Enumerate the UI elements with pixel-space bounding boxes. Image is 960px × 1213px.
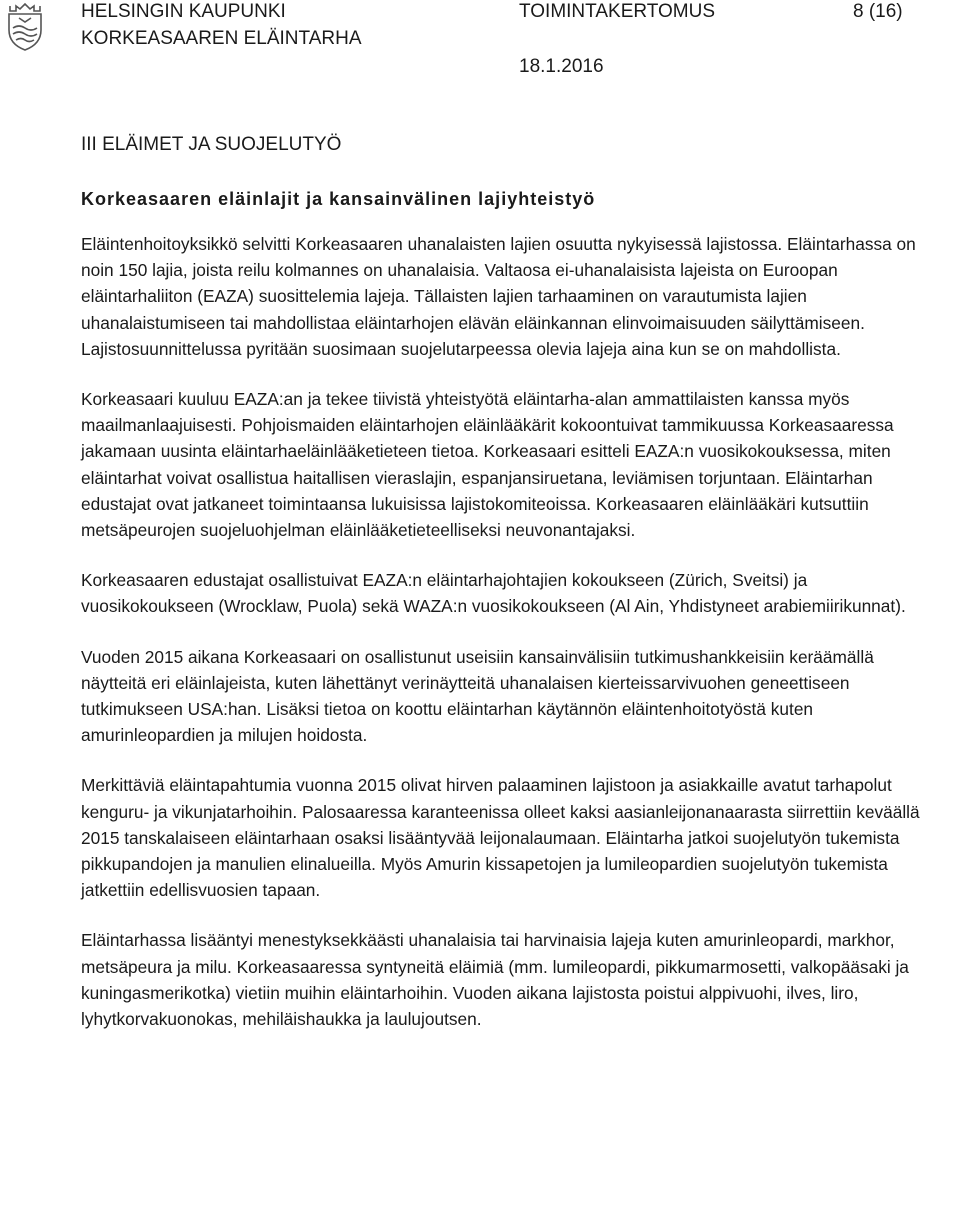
header-date: 18.1.2016 bbox=[519, 56, 604, 77]
paragraph: Korkeasaari kuuluu EAZA:an ja tekee tiivistä yhteistyötä eläintarha-alan ammattilaisten kanssa myös maailmanlaajuisesti. Pohjoismaiden eläintarhojen eläinlääkärit kokoontuivat tammikuussa Korkeasaaressa jakamaan uusinta eläintarhaeläinlääketieteen tietoa. Korkeasaari esitteli EAZA:n vuosikokouksessa, miten eläintarhat voivat osallistua haitallisen vieraslajin, espanjansiruetana, leviämisen torjuntaan. Eläintarhan edustajat ovat jatkaneet toimintaansa lukuisissa lajistokomiteoissa. Korkeasaaren eläinlääkäri kutsuttiin metsäpeurojen suojeluohjelman eläinlääketieteelliseksi neuvonantajaksi. bbox=[81, 389, 894, 541]
paragraph: Eläintenhoitoyksikkö selvitti Korkeasaaren uhanalaisten lajien osuutta nykyisessä lajistossa. Eläintarhassa on noin 150 lajia, joista reilu kolmannes on uhanalaisia. Valtaosa ei-uhanalaisista lajeista on Euroopan eläintarhaliiton (EAZA) suosittelemia lajeja. Tällaisten lajien tarhaaminen on varautumista lajien uhanalaistumiseen tai mahdollistaa eläintarhojen elävän eläinkannan elinvoimaisuuden säilyttämiseen. Lajistosuunnittelussa pyritään suosimaan suojelutarpeessa olevia lajeja aina kun se on mahdollista. bbox=[81, 234, 916, 359]
paragraph: Korkeasaaren edustajat osallistuivat EAZA:n eläintarhajohtajien kokoukseen (Zürich, Sveitsi) ja vuosikokoukseen (Wrocklaw, Puola) sekä WAZA:n vuosikokoukseen (Al Ain, Yhdistyneet arabiemiirikunnat). bbox=[81, 570, 906, 617]
header-department: KORKEASAAREN ELÄINTARHA bbox=[81, 28, 362, 49]
header-page-number: 8 (16) bbox=[853, 1, 903, 22]
header-organization: HELSINGIN KAUPUNKI bbox=[81, 1, 286, 22]
section-title: III ELÄIMET JA SUOJELUTYÖ bbox=[81, 134, 342, 155]
main-content bbox=[81, 133, 938, 1032]
paragraph: Eläintarhassa lisääntyi menestyksekkäästi uhanalaisia tai harvinaisia lajeja kuten amurinleopardi, markhor, metsäpeura ja milu. Korkeasaaressa syntyneitä eläimiä (mm. lumileopardi, pikkumarmosetti, valkopääsaki ja kuningasmerikotka) vietiin muihin eläintarhoihin. Vuoden aikana lajistosta poistui alppivuohi, ilves, liro, lyhytkorvakuonokas, mehiläishaukka ja laulujoutsen. bbox=[81, 930, 909, 1030]
helsinki-crest-icon bbox=[4, 0, 46, 52]
paragraph: Merkittäviä eläintapahtumia vuonna 2015 olivat hirven palaaminen lajistoon ja asiakkaille avatut tarhapolut kenguru- ja vikunjatarhoihin. Palosaaressa karanteenissa olleet kaksi aasianleijonanaarasta siirrettiin keväällä 2015 tanskalaiseen eläintarhaan osaksi lisääntyvää leijonalaumaan. Eläintarha jatkoi suojelutyön tukemista pikkupandojen ja manulien elinalueilla. Myös Amurin kissapetojen ja lumileopardien suojelutyön tukemista jatkettiin edellisvuosien tapaan. bbox=[81, 775, 920, 901]
section-subtitle: Korkeasaaren eläinlajit ja kansainvälinen lajiyhteistyö bbox=[81, 189, 596, 209]
header-document-type: TOIMINTAKERTOMUS bbox=[519, 1, 716, 22]
paragraph: Vuoden 2015 aikana Korkeasaari on osallistunut useisiin kansainvälisiin tutkimushankkeisiin keräämällä näytteitä eri eläinlajeista, kuten lähettänyt verinäytteitä uhanalaisen kierteissarvivuohen geneettiseen tutkimukseen USA:han. Lisäksi tietoa on koottu eläintarhan käytännön eläintenhoitotyöstä kuten amurinleopardien ja milujen hoidosta. bbox=[81, 646, 874, 746]
